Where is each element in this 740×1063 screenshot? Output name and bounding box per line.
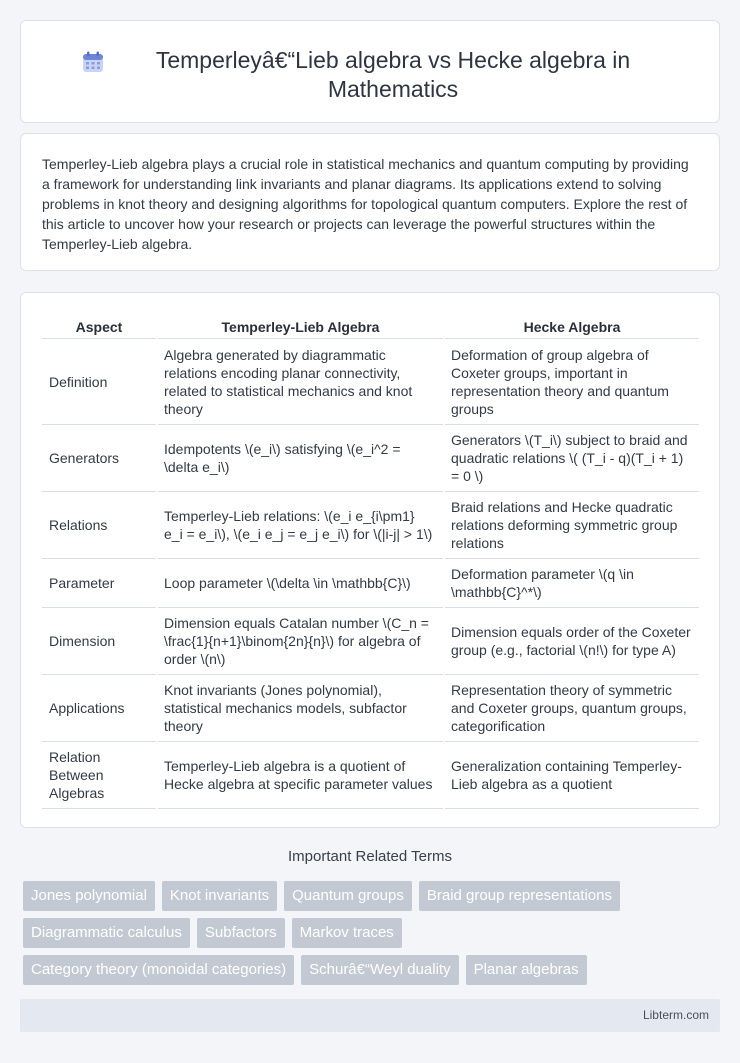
aspect-cell: Generators [42, 425, 157, 492]
aspect-cell: Applications [42, 675, 157, 742]
related-term-tag[interactable]: Knot invariants [162, 881, 277, 911]
temperley-lieb-cell: Knot invariants (Jones polynomial), statistical mechanics models, subfactor theory [157, 675, 444, 742]
related-term-tag[interactable]: Subfactors [197, 918, 285, 948]
footer-site-link[interactable]: Libterm.com [642, 1008, 709, 1022]
aspect-cell: Relations [42, 492, 157, 559]
table-header-row [42, 315, 699, 339]
title-card [20, 20, 720, 123]
table-row [42, 559, 699, 608]
header-hecke: Hecke Algebra [444, 315, 699, 339]
related-term-tag[interactable]: Braid group representations [419, 881, 620, 911]
table-row [42, 675, 699, 742]
hecke-cell: Deformation of group algebra of Coxeter groups, important in representation theory and quantum groups [444, 339, 699, 425]
hecke-cell: Braid relations and Hecke quadratic relations deforming symmetric group relations [444, 492, 699, 559]
table-row [42, 742, 699, 809]
temperley-lieb-cell: Algebra generated by diagrammatic relations encoding planar connectivity, related to statistical mechanics and knot theory [157, 339, 444, 425]
calendar-icon [81, 50, 105, 74]
aspect-cell: Relation Between Algebras [42, 742, 157, 809]
temperley-lieb-cell: Loop parameter \(\delta \in \mathbb{C}\) [157, 559, 444, 608]
table-row [42, 339, 699, 425]
temperley-lieb-cell: Temperley-Lieb algebra is a quotient of Hecke algebra at specific parameter values [157, 742, 444, 809]
aspect-cell: Definition [42, 339, 157, 425]
footer [20, 999, 720, 1032]
temperley-lieb-cell: Temperley-Lieb relations: \(e_i e_{i\pm1} e_i = e_i\), \(e_i e_j = e_j e_i\) for \(|i-j| > 1\) [157, 492, 444, 559]
related-term-tag[interactable]: Category theory (monoidal categories) [23, 955, 294, 985]
temperley-lieb-cell: Dimension equals Catalan number \(C_n = \frac{1}{n+1}\binom{2n}{n}\) for algebra of order \(n\) [157, 608, 444, 675]
page-title: Temperleyâ€“Lieb algebra vs Hecke algebra in Mathematics [155, 47, 631, 102]
header-temperley-lieb: Temperley-Lieb Algebra [157, 315, 444, 339]
related-term-tag[interactable]: Jones polynomial [23, 881, 155, 911]
related-term-tag[interactable]: Diagrammatic calculus [23, 918, 190, 948]
hecke-cell: Dimension equals order of the Coxeter group (e.g., factorial \(n!\) for type A) [444, 608, 699, 675]
intro-paragraph: Temperley-Lieb algebra plays a crucial role in statistical mechanics and quantum computing by providing a framework for understanding link invariants and planar diagrams. Its applications extend to solving problems in knot theory and designing algorithms for topological quantum computers. Explore the rest of this article to uncover how your research or projects can leverage the powerful structures within the Temperley-Lieb algebra. [42, 156, 689, 252]
table-row [42, 425, 699, 492]
aspect-cell: Parameter [42, 559, 157, 608]
temperley-lieb-cell: Idempotents \(e_i\) satisfying \(e_i^2 = \delta e_i\) [157, 425, 444, 492]
related-term-tag[interactable]: Planar algebras [466, 955, 587, 985]
comparison-card [20, 292, 720, 828]
hecke-cell: Deformation parameter \(q \in \mathbb{C}^*\) [444, 559, 699, 608]
hecke-cell: Representation theory of symmetric and Coxeter groups, quantum groups, categorification [444, 675, 699, 742]
related-term-tag[interactable]: Quantum groups [284, 881, 412, 911]
hecke-cell: Generators \(T_i\) subject to braid and quadratic relations \( (T_i - q)(T_i + 1) = 0 \) [444, 425, 699, 492]
related-terms-list [23, 881, 723, 992]
table-row [42, 608, 699, 675]
related-terms-title: Important Related Terms [288, 848, 452, 865]
aspect-cell: Dimension [42, 608, 157, 675]
intro-card [20, 133, 720, 271]
hecke-cell: Generalization containing Temperley-Lieb algebra as a quotient [444, 742, 699, 809]
header-aspect: Aspect [42, 315, 157, 339]
table-row [42, 492, 699, 559]
comparison-table [42, 315, 699, 809]
related-term-tag[interactable]: Markov traces [292, 918, 402, 948]
related-term-tag[interactable]: Schurâ€“Weyl duality [301, 955, 458, 985]
